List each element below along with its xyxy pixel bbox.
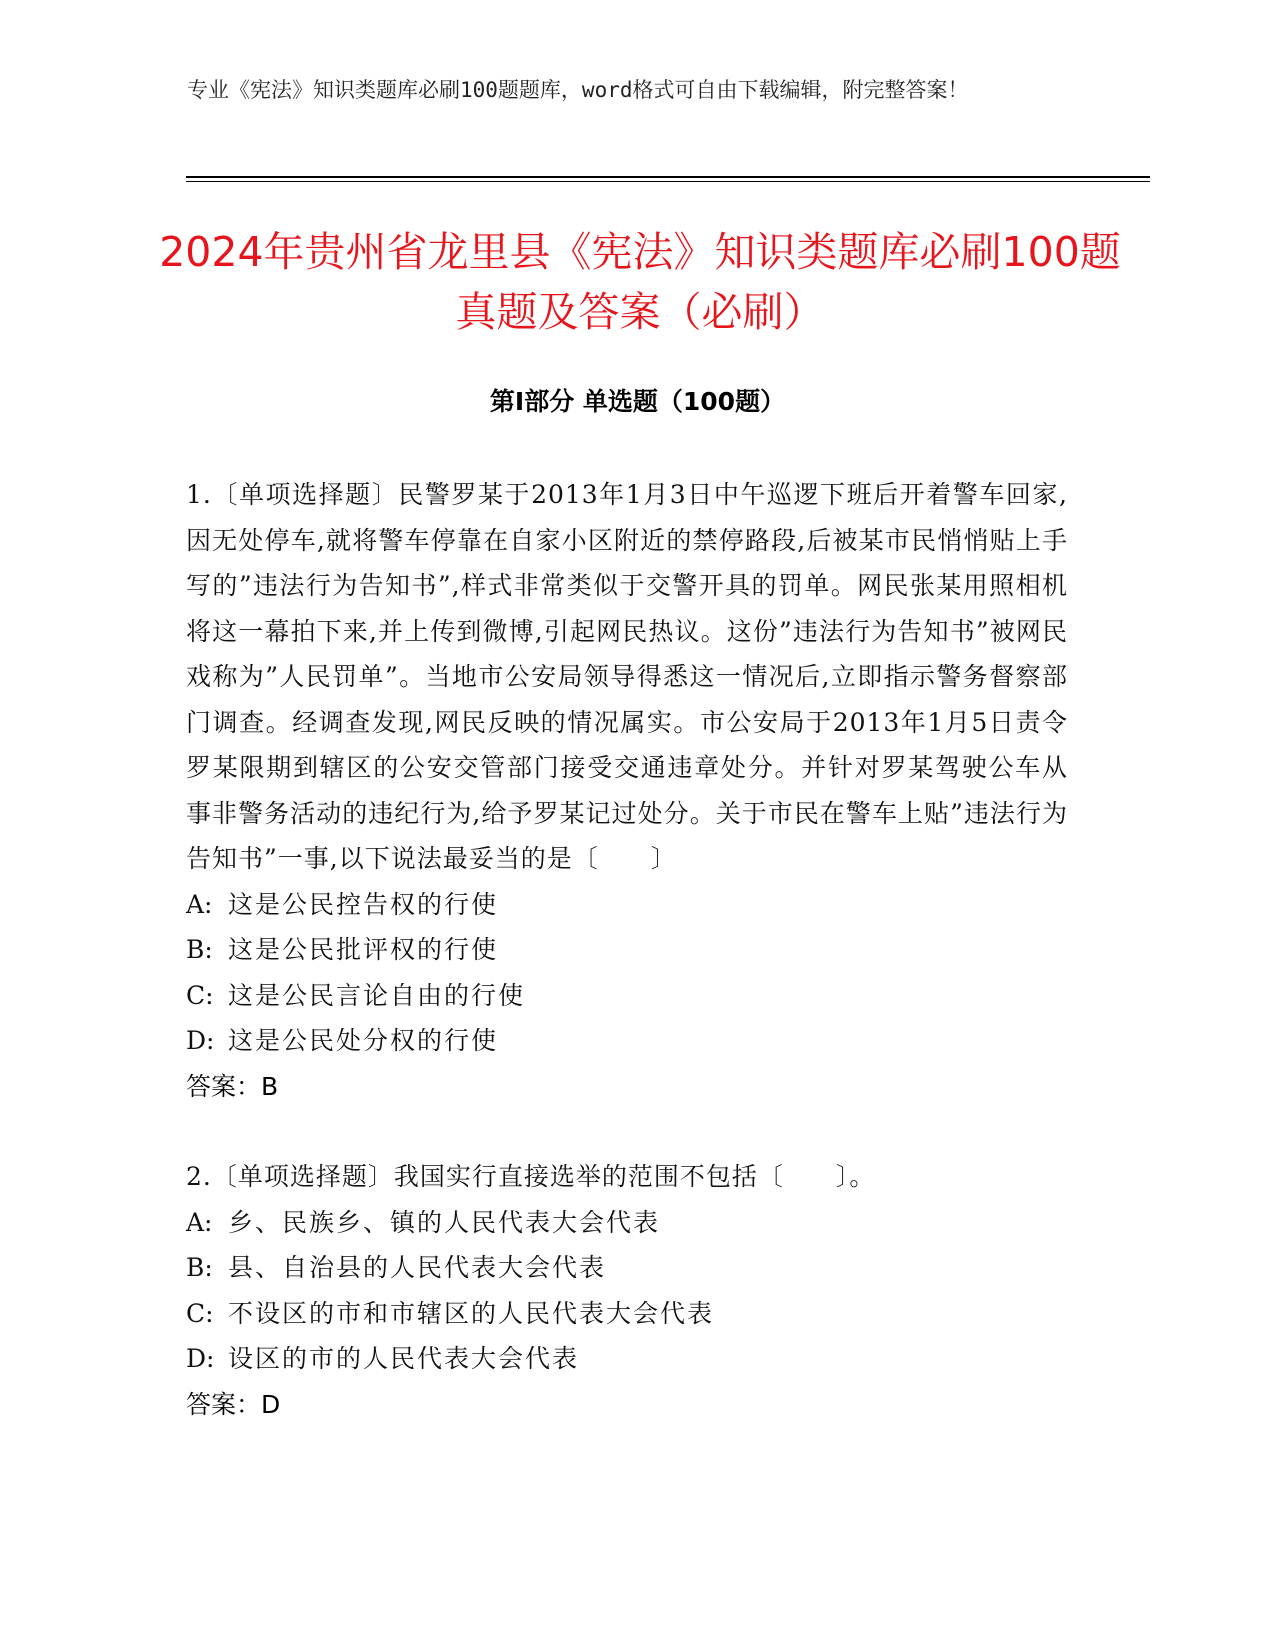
- option-a: [186, 882, 1068, 928]
- option-b: [186, 1245, 1068, 1291]
- option-d: [186, 1336, 1068, 1382]
- option-key: C:: [186, 980, 214, 1010]
- question-1: [186, 472, 1068, 1109]
- option-text: 乡、民族乡、镇的人民代表大会代表: [228, 1207, 661, 1237]
- option-text: 这是公民控告权的行使: [228, 889, 499, 919]
- option-key: A:: [186, 1207, 213, 1237]
- header-rule-thick: [186, 176, 1150, 178]
- header-rule-thin: [186, 181, 1150, 182]
- option-c: [186, 1291, 1068, 1337]
- option-key: C:: [186, 1298, 214, 1328]
- option-text: 设区的市的人民代表大会代表: [228, 1344, 580, 1373]
- option-text: 这是公民批评权的行使: [228, 935, 499, 964]
- question-stem: 2.〔单项选择题〕我国实行直接选举的范围不包括〔 〕。: [186, 1162, 876, 1191]
- option-key: D:: [186, 1026, 215, 1055]
- option-key: B:: [186, 1253, 213, 1282]
- option-text: 这是公民言论自由的行使: [228, 980, 526, 1010]
- header-note: 专业《宪法》知识类题库必刷100题题库，word格式可自由下载编辑，附完整答案！: [187, 78, 969, 102]
- question-2: [186, 1154, 1068, 1427]
- option-text: 县、自治县的人民代表大会代表: [228, 1253, 607, 1282]
- option-a: [186, 1200, 1068, 1246]
- answer: 答案：D: [186, 1389, 281, 1419]
- section-title: 第Ⅰ部分 单选题（100题）: [489, 387, 786, 416]
- question-stem: 1.〔单项选择题〕民警罗某于2013年1月3日中午巡逻下班后开着警车回家,因无处停车,就将警车停靠在自家小区附近的禁停路段,后被某市民悄悄贴上手写的”违法行为告知书”,样式非常类似于交警开具的罚单。网民张某用照相机将这一幕拍下来,并上传到微博,引起网民热议。这份”违法行为告知书”被网民戏称为”人民罚单”。当地市公安局领导得悉这一情况后,立即指示警务督察部门调查。经调查发现,网民反映的情况属实。市公安局于2013年1月5日责令罗某限期到辖区的公安交管部门接受交通违章处分。并针对罗某驾驶公车从事非警务活动的违纪行为,给予罗某记过处分。关于市民在警车上贴”违法行为告知书”一事,以下说法最妥当的是〔 〕: [186, 480, 1068, 873]
- option-text: 这是公民处分权的行使: [228, 1026, 499, 1055]
- option-c: [186, 973, 1068, 1019]
- option-key: D:: [186, 1344, 215, 1373]
- answer: 答案：B: [186, 1071, 279, 1101]
- option-text: 不设区的市和市辖区的人民代表大会代表: [228, 1298, 715, 1328]
- document-title: 2024年贵州省龙里县《宪法》知识类题库必刷100题真题及答案（必刷）: [159, 228, 1121, 336]
- option-d: [186, 1018, 1068, 1064]
- option-key: B:: [186, 935, 213, 964]
- option-b: [186, 927, 1068, 973]
- option-key: A:: [186, 889, 213, 919]
- question-list: [186, 472, 1068, 1427]
